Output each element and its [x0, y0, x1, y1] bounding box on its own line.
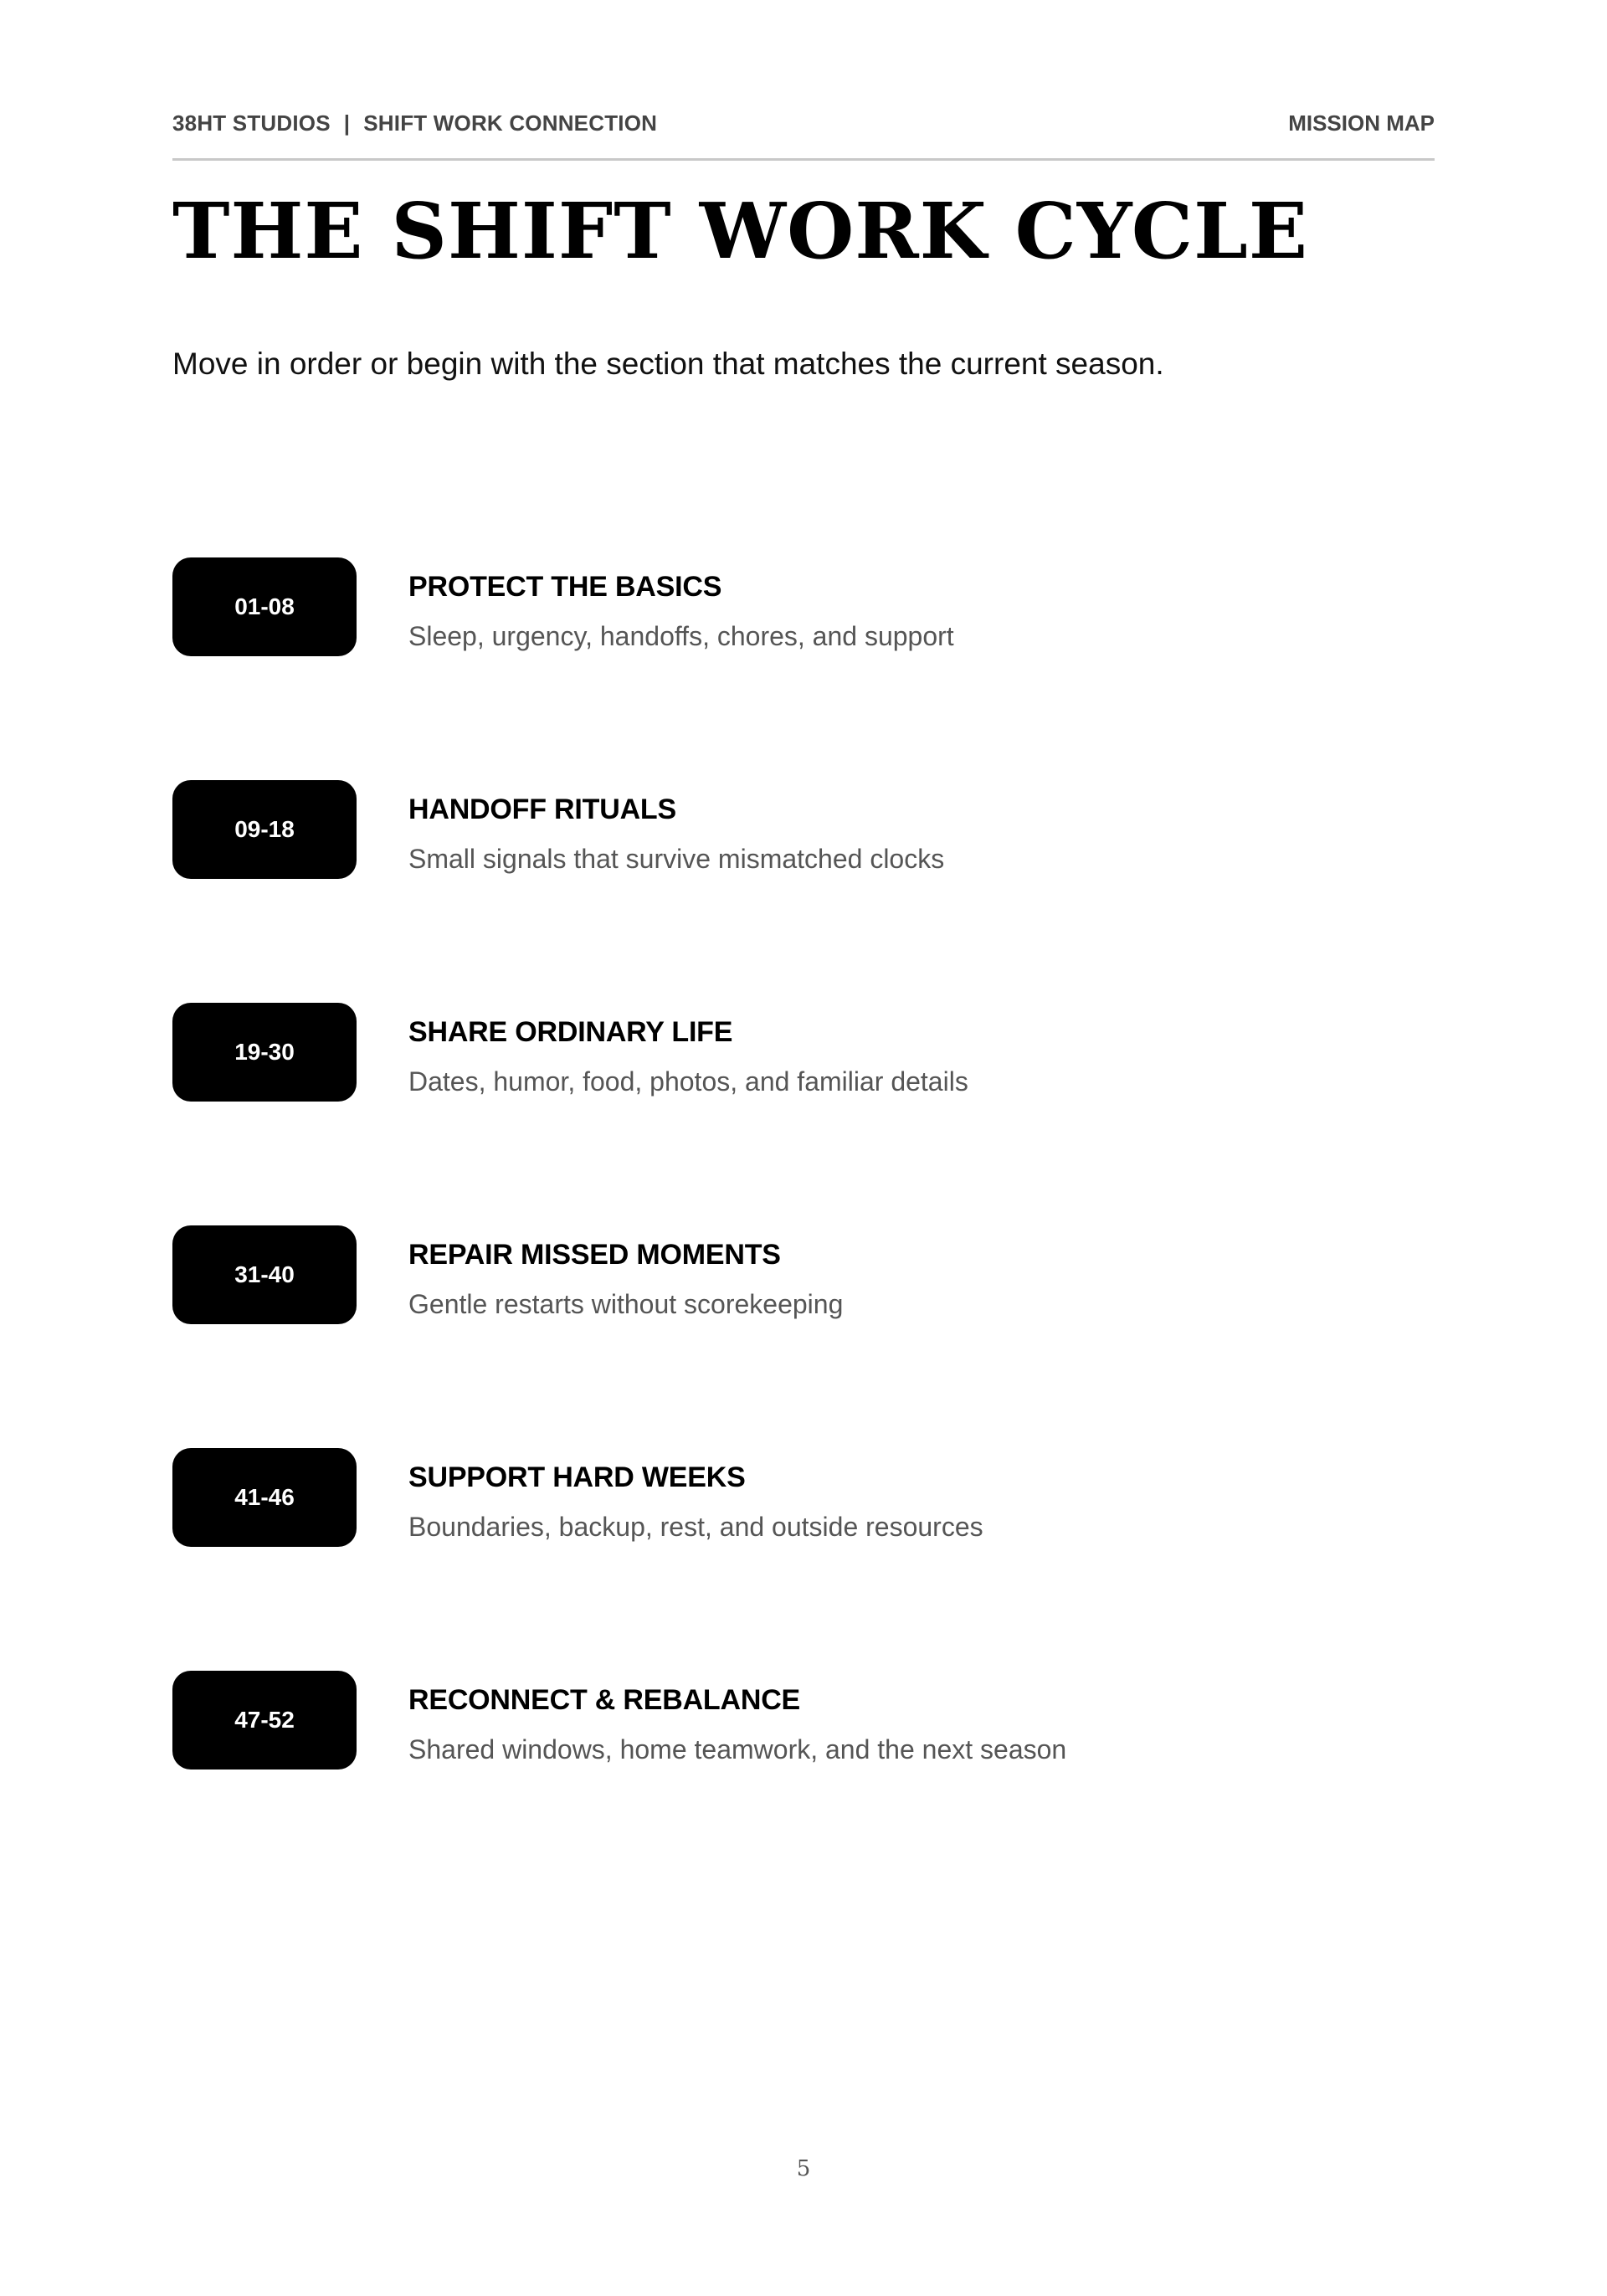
section-item	[172, 557, 1435, 658]
section-title: PROTECT THE BASICS	[408, 571, 722, 603]
section-description: Sleep, urgency, handoffs, chores, and support	[408, 621, 954, 651]
section-title: HANDOFF RITUALS	[408, 794, 676, 825]
page-title: THE SHIFT WORK CYCLE	[172, 186, 1308, 276]
section-title: SHARE ORDINARY LIFE	[408, 1016, 733, 1048]
section-range-badge: 41-46	[172, 1448, 357, 1547]
section-range-badge: 19-30	[172, 1003, 357, 1102]
section-item	[172, 1225, 1435, 1326]
header-breadcrumb	[172, 110, 657, 136]
section-description: Dates, humor, food, photos, and familiar details	[408, 1066, 968, 1097]
header-series: SHIFT WORK CONNECTION	[363, 110, 658, 136]
section-item	[172, 1671, 1435, 1771]
section-description: Gentle restarts without scorekeeping	[408, 1289, 844, 1319]
section-title: RECONNECT & REBALANCE	[408, 1684, 801, 1716]
section-item	[172, 1003, 1435, 1103]
section-range-badge: 01-08	[172, 557, 357, 656]
section-range-badge: 47-52	[172, 1671, 357, 1770]
page-number: 5	[796, 2156, 811, 2181]
section-item	[172, 780, 1435, 881]
header-separator: |	[343, 110, 351, 136]
section-description: Shared windows, home teamwork, and the next season	[408, 1734, 1067, 1764]
header-brand: 38HT STUDIOS	[172, 110, 331, 136]
section-description: Small signals that survive mismatched clocks	[408, 844, 945, 874]
section-range-badge: 09-18	[172, 780, 357, 879]
section-title: SUPPORT HARD WEEKS	[408, 1461, 746, 1493]
section-item	[172, 1448, 1435, 1549]
section-range-badge: 31-40	[172, 1225, 357, 1324]
section-title: REPAIR MISSED MOMENTS	[408, 1239, 781, 1271]
page-header	[172, 110, 1435, 161]
header-section-label: MISSION MAP	[1288, 110, 1435, 136]
section-description: Boundaries, backup, rest, and outside resources	[408, 1512, 983, 1542]
intro-text: Move in order or begin with the section that matches the current season.	[172, 347, 1164, 381]
